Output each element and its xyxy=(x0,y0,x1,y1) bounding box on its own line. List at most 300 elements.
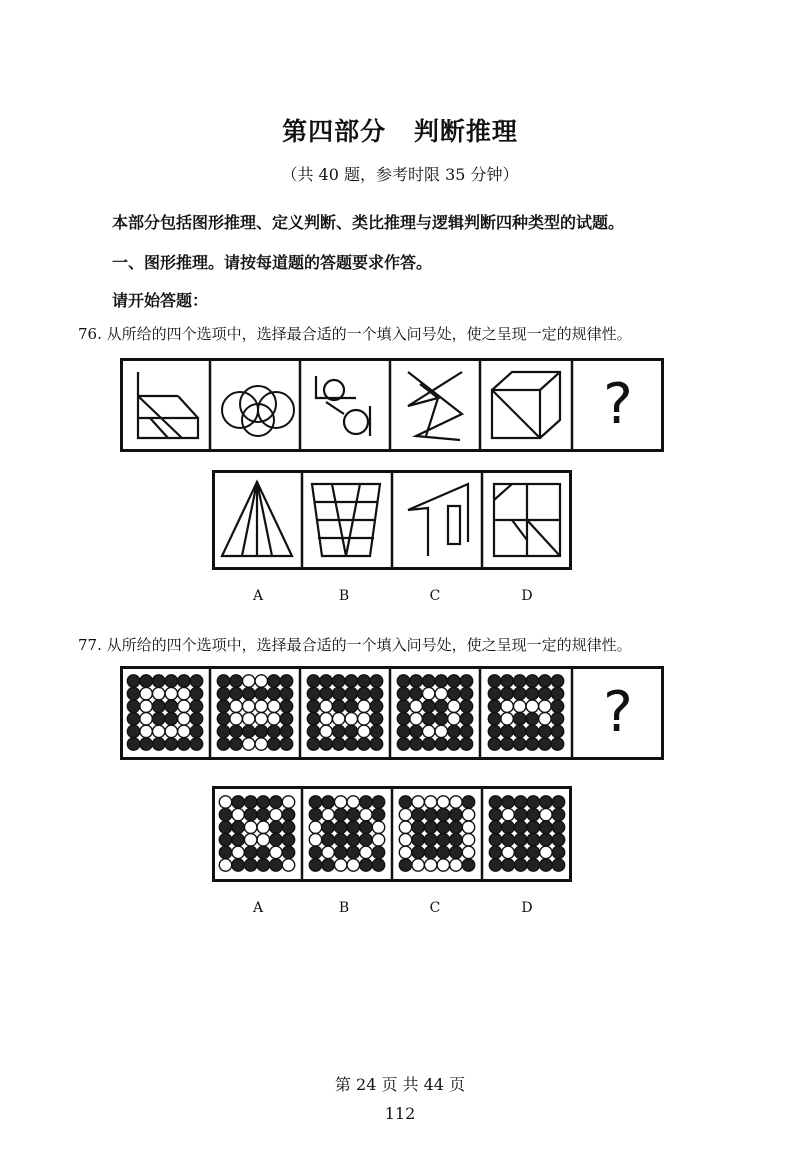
option-77-c-dot xyxy=(450,859,462,871)
stem-77-figure-5-dot xyxy=(488,738,500,750)
stem-77-figure-1-dot xyxy=(127,675,139,687)
stem-77-figure-2-dot xyxy=(280,700,292,712)
stem-77-figure-1-dot xyxy=(127,713,139,725)
page-info: 第 24 页 共 44 页 xyxy=(334,1075,466,1094)
section-title: 第四部分 判断推理 xyxy=(282,117,518,146)
option-77-d-dot xyxy=(515,834,527,846)
stem-77-figure-2-dot xyxy=(255,675,267,687)
option-77-b-dot xyxy=(372,808,384,820)
stem-77-figure-2-dot xyxy=(217,675,229,687)
stem-77-figure-4-dot xyxy=(460,725,472,737)
stem-77-figure-2-dot xyxy=(230,725,242,737)
stem-77-figure-4-dot xyxy=(397,725,409,737)
stem-77-figure-4-dot xyxy=(448,687,460,699)
option-77-a-dot xyxy=(282,808,294,820)
option-77-c-dot xyxy=(412,796,424,808)
option-77-b-dot xyxy=(372,859,384,871)
option-77-d-dot xyxy=(540,834,552,846)
stem-77-figure-3-dot xyxy=(370,687,382,699)
stem-77-figure-2-dot xyxy=(243,713,255,725)
stem-77-figure-3-dot xyxy=(345,687,357,699)
stem-77-figure-4-dot xyxy=(435,700,447,712)
stem-77-figure-5-dot xyxy=(526,675,538,687)
stem-77-figure-5-dot xyxy=(551,687,563,699)
option-77-a-dot xyxy=(219,846,231,858)
option-77-d-dot xyxy=(489,796,501,808)
option-77-a-dot xyxy=(232,821,244,833)
question-77-text: 从所给的四个选项中，选择最合适的一个填入问号处，使之呈现一定的规律性。 xyxy=(106,636,632,654)
option-77-a-dot xyxy=(232,859,244,871)
option-77-a-dot xyxy=(282,796,294,808)
stem-77-figure-3-dot xyxy=(333,713,345,725)
option-77-c-dot xyxy=(399,796,411,808)
option-77-a-dot xyxy=(270,821,282,833)
stem-77-figure-1-dot xyxy=(178,675,190,687)
stem-77-figure-4-dot xyxy=(460,700,472,712)
option-77-a-dot xyxy=(270,859,282,871)
stem-77-figure-1-dot xyxy=(153,687,165,699)
option-77-a-dot xyxy=(245,834,257,846)
stem-77-figure-2-dot xyxy=(255,700,267,712)
stem-77-figure-5-dot xyxy=(514,700,526,712)
option-76-a-label: A xyxy=(252,588,264,604)
stem-77-figure-5-dot xyxy=(551,675,563,687)
stem-77-figure-3-dot xyxy=(320,738,332,750)
option-76-c-figure xyxy=(408,484,468,556)
option-77-c-dot xyxy=(399,821,411,833)
option-77-a-dot xyxy=(219,796,231,808)
option-77-a-dot xyxy=(270,834,282,846)
option-77-b-dot xyxy=(360,796,372,808)
option-77-a-dot xyxy=(245,796,257,808)
option-77-c-dot xyxy=(425,808,437,820)
option-77-c-dot xyxy=(437,846,449,858)
stem-77-figure-4-dot xyxy=(435,738,447,750)
option-77-a-dot xyxy=(282,821,294,833)
option-77-d-dot xyxy=(515,808,527,820)
stem-77-figure-5-dot xyxy=(526,700,538,712)
option-77-b-dot xyxy=(335,846,347,858)
option-77-a-dot xyxy=(245,846,257,858)
option-77-c-dot xyxy=(425,846,437,858)
option-77-b-dot xyxy=(309,808,321,820)
option-77-c-dot xyxy=(425,834,437,846)
stem-77-figure-2-dot xyxy=(268,675,280,687)
option-77-a-dot xyxy=(232,834,244,846)
option-77-d-dot xyxy=(502,808,514,820)
option-77-a-dot xyxy=(219,808,231,820)
option-77-d-dot xyxy=(502,834,514,846)
stem-77-figure-3-dot xyxy=(333,738,345,750)
option-77-b-dot xyxy=(322,796,334,808)
stem-77-figure-5-dot xyxy=(488,700,500,712)
stem-77-figure-2-dot xyxy=(243,700,255,712)
stem-77-figure-4-dot xyxy=(448,725,460,737)
stem-77-figure-3-dot xyxy=(345,713,357,725)
option-77-d-dot xyxy=(527,834,539,846)
stem-76-figure-3 xyxy=(316,376,370,436)
option-77-b-dot xyxy=(335,834,347,846)
stem-77-figure-1-dot xyxy=(190,725,202,737)
stem-77-figure-1-dot xyxy=(140,675,152,687)
stem-77-figure-2-dot xyxy=(230,713,242,725)
stem-77-figure-5-dot xyxy=(514,675,526,687)
stem-77-figure-2-dot xyxy=(217,725,229,737)
option-77-a-dot xyxy=(232,796,244,808)
option-77-b-dot xyxy=(322,834,334,846)
stem-77-figure-4-dot xyxy=(410,687,422,699)
option-77-c-dot xyxy=(450,846,462,858)
stem-77-figure-2-dot xyxy=(255,725,267,737)
stem-77-figure-3-dot xyxy=(320,687,332,699)
option-77-b-dot xyxy=(372,834,384,846)
stem-77-figure-1-dot xyxy=(165,713,177,725)
option-77-a-dot xyxy=(257,846,269,858)
stem-77-figure-3-dot xyxy=(320,713,332,725)
stem-77-figure-1-dot xyxy=(178,738,190,750)
option-77-a-dot xyxy=(270,846,282,858)
option-77-c-dot xyxy=(437,796,449,808)
option-77-a-dot xyxy=(270,808,282,820)
option-77-b-dot xyxy=(322,821,334,833)
option-76-b-figure xyxy=(312,484,380,556)
option-77-a-label: A xyxy=(252,900,264,916)
option-76-a-figure xyxy=(222,482,292,556)
stem-76-figure-1 xyxy=(138,372,198,438)
stem-77-figure-1-dot xyxy=(178,687,190,699)
stem-77-figure-5-dot xyxy=(526,738,538,750)
option-77-c-dot xyxy=(399,834,411,846)
stem-77-figure-1-dot xyxy=(153,738,165,750)
stem-77-figure-4-dot xyxy=(460,738,472,750)
stem-77-figure-5-dot xyxy=(488,675,500,687)
stem-77-figure-5-dot xyxy=(539,713,551,725)
stem-77-figure-1-dot xyxy=(190,713,202,725)
stem-77-figure-4-dot xyxy=(410,738,422,750)
stem-77-figure-4-dot xyxy=(410,725,422,737)
stem-77-figure-3-dot xyxy=(370,725,382,737)
stem-77-figure-4-dot xyxy=(448,713,460,725)
stem-77-figure-4-dot xyxy=(423,713,435,725)
option-77-d-dot xyxy=(489,846,501,858)
option-77-c-dot xyxy=(399,846,411,858)
stem-77-figure-5-dot xyxy=(514,738,526,750)
stem-77-figure-2-dot xyxy=(255,713,267,725)
option-77-d-dot xyxy=(515,846,527,858)
option-77-b-dot xyxy=(360,846,372,858)
stem-77-figure-5-dot xyxy=(501,687,513,699)
option-77-b-dot xyxy=(347,808,359,820)
stem-77-figure-1-dot xyxy=(127,738,139,750)
option-77-a-dot xyxy=(219,859,231,871)
option-77-c-dot xyxy=(462,846,474,858)
stem-77-figure-2-dot xyxy=(255,687,267,699)
stem-76-figure-2 xyxy=(222,386,294,436)
stem-77-figure-5-dot xyxy=(539,738,551,750)
stem-77-figure-4-dot xyxy=(435,675,447,687)
option-77-c-dot xyxy=(399,808,411,820)
option-77-d-dot xyxy=(540,821,552,833)
option-77-a-dot xyxy=(257,821,269,833)
question-76-number: 76. xyxy=(78,325,102,343)
option-77-b-dot xyxy=(360,859,372,871)
option-77-d-dot xyxy=(540,846,552,858)
option-77-b-dot xyxy=(372,796,384,808)
option-76-b-label: B xyxy=(338,588,350,604)
stem-77-figure-1-dot xyxy=(140,687,152,699)
option-77-d-dot xyxy=(515,859,527,871)
stem-77-figure-1-dot xyxy=(165,738,177,750)
option-77-c-dot xyxy=(450,808,462,820)
stem-77-figure-1-dot xyxy=(127,687,139,699)
option-77-c-dot xyxy=(437,821,449,833)
option-77-b-dot xyxy=(347,846,359,858)
stem-77-figure-1-dot xyxy=(178,725,190,737)
stem-77-figure-4-dot xyxy=(423,687,435,699)
option-77-c-dot xyxy=(412,834,424,846)
option-77-b-dot xyxy=(335,821,347,833)
option-77-c-dot xyxy=(412,808,424,820)
option-77-b-dot xyxy=(322,808,334,820)
option-77-b-dot xyxy=(372,846,384,858)
stem-77-figure-1-dot xyxy=(127,700,139,712)
stem-77-figure-5-dot xyxy=(514,725,526,737)
option-77-d-dot xyxy=(489,808,501,820)
stem-77-figure-5-dot xyxy=(514,713,526,725)
stem-77-figure-3-dot xyxy=(307,675,319,687)
option-77-d-dot xyxy=(552,808,564,820)
option-77-c-dot xyxy=(437,859,449,871)
stem-77-figure-4-dot xyxy=(460,713,472,725)
option-77-d-dot xyxy=(552,846,564,858)
option-77-c-dot xyxy=(425,821,437,833)
option-77-c-dot xyxy=(425,796,437,808)
question-77-prompt xyxy=(78,634,632,655)
option-77-d-dot xyxy=(527,808,539,820)
stem-77-figure-5-dot xyxy=(526,687,538,699)
option-77-c-dot xyxy=(399,859,411,871)
option-77-d-dot xyxy=(527,796,539,808)
stem-77-figure-1-dot xyxy=(140,725,152,737)
stem-77-figure-1-dot xyxy=(153,725,165,737)
stem-77-figure-3-dot xyxy=(358,687,370,699)
stem-77-figure-4-dot xyxy=(397,700,409,712)
option-77-c-dot xyxy=(462,859,474,871)
stem-77-figure-4-dot xyxy=(410,675,422,687)
stem-77-figure-3-dot xyxy=(370,738,382,750)
intro-line-3: 请开始答题： xyxy=(112,291,209,310)
stem-77-figure-3-dot xyxy=(370,713,382,725)
stem-77-figure-1-dot xyxy=(127,725,139,737)
option-77-a-dot xyxy=(257,796,269,808)
stem-77-figure-1-dot xyxy=(190,675,202,687)
stem-77-figure-5-dot xyxy=(539,700,551,712)
option-77-c-dot xyxy=(462,821,474,833)
option-77-d-dot xyxy=(489,821,501,833)
option-77-a-dot xyxy=(245,821,257,833)
option-77-d-dot xyxy=(502,821,514,833)
option-77-d-dot xyxy=(552,859,564,871)
option-77-a-dot xyxy=(219,821,231,833)
option-77-c-dot xyxy=(412,846,424,858)
option-77-d-dot xyxy=(527,821,539,833)
option-77-d-dot xyxy=(552,796,564,808)
stem-77-figure-5-dot xyxy=(501,725,513,737)
stem-77-figure-1-dot xyxy=(165,675,177,687)
stem-77-figure-1-dot xyxy=(178,700,190,712)
stem-77-figure-1-dot xyxy=(153,700,165,712)
question-77-option-figures xyxy=(212,786,572,882)
question-76-option-figures xyxy=(212,470,572,570)
stem-77-figure-2-dot xyxy=(243,738,255,750)
stem-77-figure-1-dot xyxy=(165,700,177,712)
option-77-c-dot xyxy=(462,808,474,820)
question-77-question-mark: ? xyxy=(603,680,633,745)
option-77-b-dot xyxy=(360,821,372,833)
option-77-d-dot xyxy=(515,796,527,808)
stem-77-figure-5-dot xyxy=(551,738,563,750)
stem-77-figure-3-dot xyxy=(358,713,370,725)
option-77-d-dot xyxy=(502,859,514,871)
option-77-a-dot xyxy=(282,859,294,871)
stem-77-figure-3-dot xyxy=(345,700,357,712)
stem-77-figure-4-dot xyxy=(448,700,460,712)
stem-77-figure-4-dot xyxy=(448,738,460,750)
option-77-a-dot xyxy=(245,859,257,871)
stem-77-figure-3-dot xyxy=(307,700,319,712)
option-77-a-dot xyxy=(282,846,294,858)
stem-77-figure-3-dot xyxy=(358,700,370,712)
stem-77-figure-2-dot xyxy=(268,700,280,712)
option-77-c-dot xyxy=(437,808,449,820)
stem-77-figure-4-dot xyxy=(448,675,460,687)
option-77-a-dot xyxy=(270,796,282,808)
option-76-d-figure xyxy=(494,484,560,556)
stem-77-figure-2-dot xyxy=(243,675,255,687)
stem-77-figure-2-dot xyxy=(243,687,255,699)
stem-77-figure-4-dot xyxy=(410,713,422,725)
stem-77-figure-4-dot xyxy=(397,738,409,750)
stem-77-figure-2-dot xyxy=(217,713,229,725)
option-77-a-dot xyxy=(232,808,244,820)
option-77-a-dot xyxy=(257,808,269,820)
option-77-d-dot xyxy=(552,821,564,833)
stem-77-figure-3-dot xyxy=(358,675,370,687)
question-76-text: 从所给的四个选项中，选择最合适的一个填入问号处，使之呈现一定的规律性。 xyxy=(106,325,632,343)
option-77-b-dot xyxy=(309,859,321,871)
option-77-b-dot xyxy=(347,796,359,808)
stem-77-figure-1-dot xyxy=(178,713,190,725)
stem-77-figure-3-dot xyxy=(358,738,370,750)
stem-77-figure-1-dot xyxy=(190,687,202,699)
option-76-c-label: C xyxy=(429,588,441,604)
stem-77-figure-2-dot xyxy=(230,675,242,687)
stem-77-figure-5-dot xyxy=(501,713,513,725)
option-77-a-dot xyxy=(232,846,244,858)
stem-77-figure-1-dot xyxy=(140,738,152,750)
stem-77-figure-4-dot xyxy=(397,713,409,725)
stem-77-figure-5-dot xyxy=(488,687,500,699)
stem-77-figure-2-dot xyxy=(243,725,255,737)
stem-77-figure-1-dot xyxy=(190,700,202,712)
option-77-d-dot xyxy=(489,859,501,871)
section-subtitle: （共 40 题，参考时限 35 分钟） xyxy=(281,165,519,184)
stem-77-figure-2-dot xyxy=(268,713,280,725)
option-77-b-dot xyxy=(335,808,347,820)
stem-77-figure-3-dot xyxy=(358,725,370,737)
stem-77-figure-1-dot xyxy=(153,713,165,725)
stem-77-figure-4-dot xyxy=(423,675,435,687)
stem-77-figure-3-dot xyxy=(370,675,382,687)
option-77-b-dot xyxy=(309,834,321,846)
stem-77-figure-5-dot xyxy=(551,700,563,712)
stem-76-figure-4 xyxy=(408,372,462,440)
option-77-d-dot xyxy=(540,859,552,871)
stem-77-figure-4-dot xyxy=(397,687,409,699)
option-77-b-dot xyxy=(347,821,359,833)
option-77-c-dot xyxy=(437,834,449,846)
stem-77-figure-1-dot xyxy=(190,738,202,750)
option-77-d-dot xyxy=(527,846,539,858)
stem-77-figure-2-dot xyxy=(268,687,280,699)
option-77-a-dot xyxy=(282,834,294,846)
stem-77-figure-3-dot xyxy=(370,700,382,712)
stem-77-figure-1-dot xyxy=(140,700,152,712)
option-77-d-dot xyxy=(502,846,514,858)
option-77-c-dot xyxy=(450,821,462,833)
stem-77-figure-3-dot xyxy=(333,725,345,737)
stem-77-figure-3-dot xyxy=(333,700,345,712)
stem-77-figure-3-dot xyxy=(307,738,319,750)
stem-77-figure-2-dot xyxy=(255,738,267,750)
option-77-b-dot xyxy=(347,834,359,846)
stem-77-figure-5-dot xyxy=(501,738,513,750)
option-77-b-dot xyxy=(309,796,321,808)
stem-77-figure-2-dot xyxy=(230,700,242,712)
option-77-d-dot xyxy=(502,796,514,808)
stem-77-figure-4-dot xyxy=(435,713,447,725)
stem-77-figure-5-dot xyxy=(488,713,500,725)
option-77-c-dot xyxy=(450,796,462,808)
stem-77-figure-3-dot xyxy=(320,725,332,737)
page-number: 112 xyxy=(384,1104,416,1123)
option-77-a-dot xyxy=(219,834,231,846)
question-76-question-mark: ? xyxy=(603,372,633,437)
stem-77-figure-2-dot xyxy=(280,738,292,750)
question-77-number: 77. xyxy=(78,636,102,654)
stem-77-figure-3-dot xyxy=(333,675,345,687)
stem-77-figure-3-dot xyxy=(345,675,357,687)
stem-77-figure-5-dot xyxy=(551,713,563,725)
option-77-c-dot xyxy=(412,821,424,833)
stem-77-figure-2-dot xyxy=(217,738,229,750)
stem-77-figure-4-dot xyxy=(423,738,435,750)
stem-77-figure-4-dot xyxy=(435,687,447,699)
stem-77-figure-4-dot xyxy=(423,725,435,737)
stem-77-figure-2-dot xyxy=(268,725,280,737)
option-77-d-dot xyxy=(527,859,539,871)
option-77-a-dot xyxy=(257,859,269,871)
stem-77-figure-3-dot xyxy=(320,675,332,687)
intro-line-1: 本部分包括图形推理、定义判断、类比推理与逻辑判断四种类型的试题。 xyxy=(112,213,625,232)
option-77-b-dot xyxy=(372,821,384,833)
option-77-a-dot xyxy=(257,834,269,846)
option-77-d-dot xyxy=(552,834,564,846)
stem-77-figure-2-dot xyxy=(280,675,292,687)
stem-77-figure-1-dot xyxy=(153,675,165,687)
option-77-b-dot xyxy=(360,834,372,846)
option-77-c-label: C xyxy=(429,900,441,916)
